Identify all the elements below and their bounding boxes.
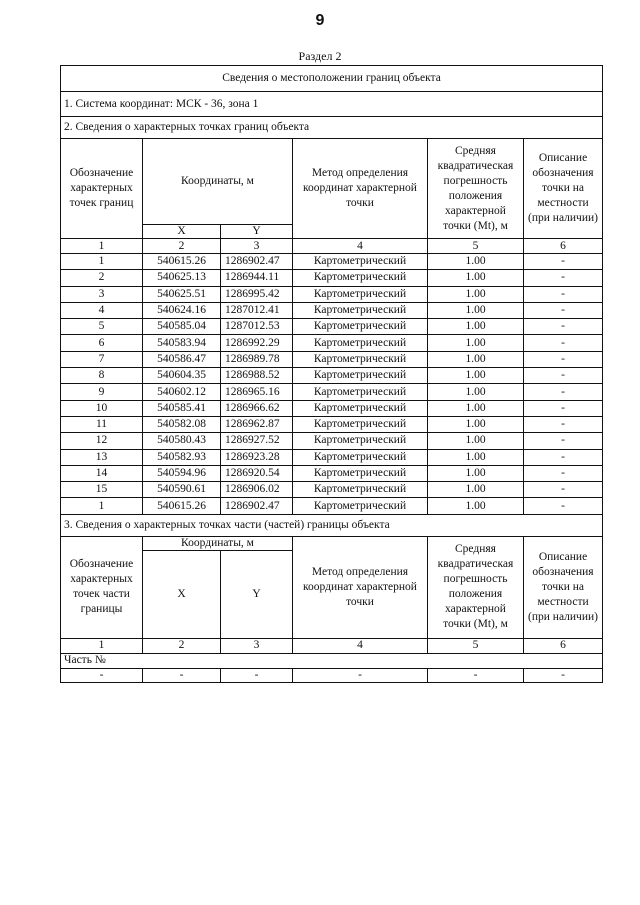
point-number-cell: 8 [61,368,143,384]
method-cell: Картометрический [293,270,428,286]
table-row [61,400,603,416]
section-label: Раздел 2 [298,49,342,63]
x-coordinate-cell: 540582.93 [143,449,221,465]
column-number-cell: 3 [221,239,293,254]
column-number-cell: 3 [221,638,293,653]
s3-header-designation: Обозначение характерных точек части границы [61,536,143,638]
method-cell: Картометрический [293,416,428,432]
description-cell: - [524,319,603,335]
y-coordinate-cell: 1287012.53 [221,319,293,335]
description-cell: - [524,498,603,514]
point-number-cell: 4 [61,302,143,318]
table-row [61,368,603,384]
method-cell: Картометрический [293,368,428,384]
error-cell: 1.00 [428,498,524,514]
column-number-cell: 5 [428,638,524,653]
s3-empty-row [61,668,603,682]
point-number-cell: 7 [61,351,143,367]
y-coordinate-cell: 1286902.47 [221,254,293,270]
y-coordinate-cell: 1286906.02 [221,482,293,498]
column-number-cell: 1 [61,239,143,254]
description-cell: - [524,351,603,367]
column-number-cell: 6 [524,239,603,254]
method-cell: Картометрический [293,351,428,367]
page-number: 9 [315,12,325,29]
error-cell: 1.00 [428,335,524,351]
y-coordinate-cell: 1286923.28 [221,449,293,465]
s3-header-y: Y [221,550,293,638]
column-number-cell: 4 [293,638,428,653]
table-row [61,449,603,465]
point-number-cell: 9 [61,384,143,400]
error-cell: 1.00 [428,465,524,481]
x-coordinate-cell: 540590.61 [143,482,221,498]
x-coordinate-cell: 540604.35 [143,368,221,384]
s3-header-error: Средняя квадратическая погрешность положения характерной точки (Mt), м [428,536,524,638]
s2-column-numbers [61,239,603,254]
description-cell: - [524,335,603,351]
empty-cell: - [61,668,143,682]
point-number-cell: 2 [61,270,143,286]
error-cell: 1.00 [428,254,524,270]
x-coordinate-cell: 540580.43 [143,433,221,449]
table-row [61,465,603,481]
empty-cell: - [524,668,603,682]
error-cell: 1.00 [428,302,524,318]
y-coordinate-cell: 1286965.16 [221,384,293,400]
column-number-cell: 6 [524,638,603,653]
empty-cell: - [221,668,293,682]
x-coordinate-cell: 540602.12 [143,384,221,400]
description-cell: - [524,270,603,286]
point-number-cell: 14 [61,465,143,481]
point-number-cell: 10 [61,400,143,416]
point-number-cell: 1 [61,254,143,270]
empty-cell: - [143,668,221,682]
description-cell: - [524,286,603,302]
method-cell: Картометрический [293,400,428,416]
description-cell: - [524,433,603,449]
description-cell: - [524,384,603,400]
error-cell: 1.00 [428,319,524,335]
section3-title: 3. Сведения о характерных точках части (частей) границы объекта [61,514,603,536]
s2-header-designation: Обозначение характерных точек границ [61,139,143,239]
error-cell: 1.00 [428,270,524,286]
x-coordinate-cell: 540594.96 [143,465,221,481]
coordinate-system: 1. Система координат: МСК - 36, зона 1 [61,92,603,117]
column-number-cell: 5 [428,239,524,254]
description-cell: - [524,465,603,481]
table-row [61,254,603,270]
x-coordinate-cell: 540582.08 [143,416,221,432]
table-row [61,384,603,400]
error-cell: 1.00 [428,351,524,367]
point-number-cell: 11 [61,416,143,432]
y-coordinate-cell: 1286988.52 [221,368,293,384]
x-coordinate-cell: 540625.13 [143,270,221,286]
x-coordinate-cell: 540615.26 [143,254,221,270]
table-row [61,482,603,498]
error-cell: 1.00 [428,286,524,302]
method-cell: Картометрический [293,319,428,335]
x-coordinate-cell: 540586.47 [143,351,221,367]
x-coordinate-cell: 540625.51 [143,286,221,302]
point-number-cell: 1 [61,498,143,514]
table-row [61,351,603,367]
y-coordinate-cell: 1286992.29 [221,335,293,351]
method-cell: Картометрический [293,254,428,270]
error-cell: 1.00 [428,400,524,416]
table-row [61,270,603,286]
s2-header-coordinates: Координаты, м [143,139,293,225]
y-coordinate-cell: 1286989.78 [221,351,293,367]
y-coordinate-cell: 1286920.54 [221,465,293,481]
x-coordinate-cell: 540615.26 [143,498,221,514]
y-coordinate-cell: 1286902.47 [221,498,293,514]
table-row [61,498,603,514]
point-number-cell: 15 [61,482,143,498]
description-cell: - [524,302,603,318]
column-number-cell: 2 [143,638,221,653]
y-coordinate-cell: 1286966.62 [221,400,293,416]
table-row [61,433,603,449]
part-label: Часть № [61,653,603,668]
description-cell: - [524,368,603,384]
y-coordinate-cell: 1286995.42 [221,286,293,302]
table-row [61,302,603,318]
x-coordinate-cell: 540583.94 [143,335,221,351]
empty-cell: - [428,668,524,682]
s2-header-method: Метод определения координат характерной точки [293,139,428,239]
column-number-cell: 1 [61,638,143,653]
y-coordinate-cell: 1286927.52 [221,433,293,449]
description-cell: - [524,400,603,416]
error-cell: 1.00 [428,449,524,465]
method-cell: Картометрический [293,449,428,465]
s2-header-x: X [143,225,221,239]
y-coordinate-cell: 1286944.11 [221,270,293,286]
s3-header-coordinates: Координаты, м [143,536,293,550]
section2-title: 2. Сведения о характерных точках границ объекта [61,117,603,139]
empty-cell: - [293,668,428,682]
point-number-cell: 12 [61,433,143,449]
s2-header-description: Описание обозначения точки на местности (при наличии) [524,139,603,239]
point-number-cell: 6 [61,335,143,351]
point-number-cell: 13 [61,449,143,465]
method-cell: Картометрический [293,286,428,302]
description-cell: - [524,416,603,432]
error-cell: 1.00 [428,368,524,384]
method-cell: Картометрический [293,482,428,498]
column-number-cell: 2 [143,239,221,254]
description-cell: - [524,482,603,498]
method-cell: Картометрический [293,498,428,514]
method-cell: Картометрический [293,433,428,449]
boundary-table [60,65,603,683]
error-cell: 1.00 [428,433,524,449]
error-cell: 1.00 [428,384,524,400]
y-coordinate-cell: 1287012.41 [221,302,293,318]
column-number-cell: 4 [293,239,428,254]
x-coordinate-cell: 540585.04 [143,319,221,335]
description-cell: - [524,449,603,465]
table-row [61,416,603,432]
error-cell: 1.00 [428,482,524,498]
s3-header-description: Описание обозначения точки на местности (при наличии) [524,536,603,638]
table-row [61,335,603,351]
table-row [61,319,603,335]
method-cell: Картометрический [293,335,428,351]
x-coordinate-cell: 540624.16 [143,302,221,318]
point-number-cell: 5 [61,319,143,335]
s3-column-numbers [61,638,603,653]
table-row [61,286,603,302]
method-cell: Картометрический [293,302,428,318]
method-cell: Картометрический [293,384,428,400]
s2-header-y: Y [221,225,293,239]
s2-header-error: Средняя квадратическая погрешность положения характерной точки (Mt), м [428,139,524,239]
s3-header-x: X [143,550,221,638]
error-cell: 1.00 [428,416,524,432]
table-title: Сведения о местоположении границ объекта [61,66,603,92]
point-number-cell: 3 [61,286,143,302]
description-cell: - [524,254,603,270]
x-coordinate-cell: 540585.41 [143,400,221,416]
y-coordinate-cell: 1286962.87 [221,416,293,432]
s3-header-method: Метод определения координат характерной точки [293,536,428,638]
method-cell: Картометрический [293,465,428,481]
